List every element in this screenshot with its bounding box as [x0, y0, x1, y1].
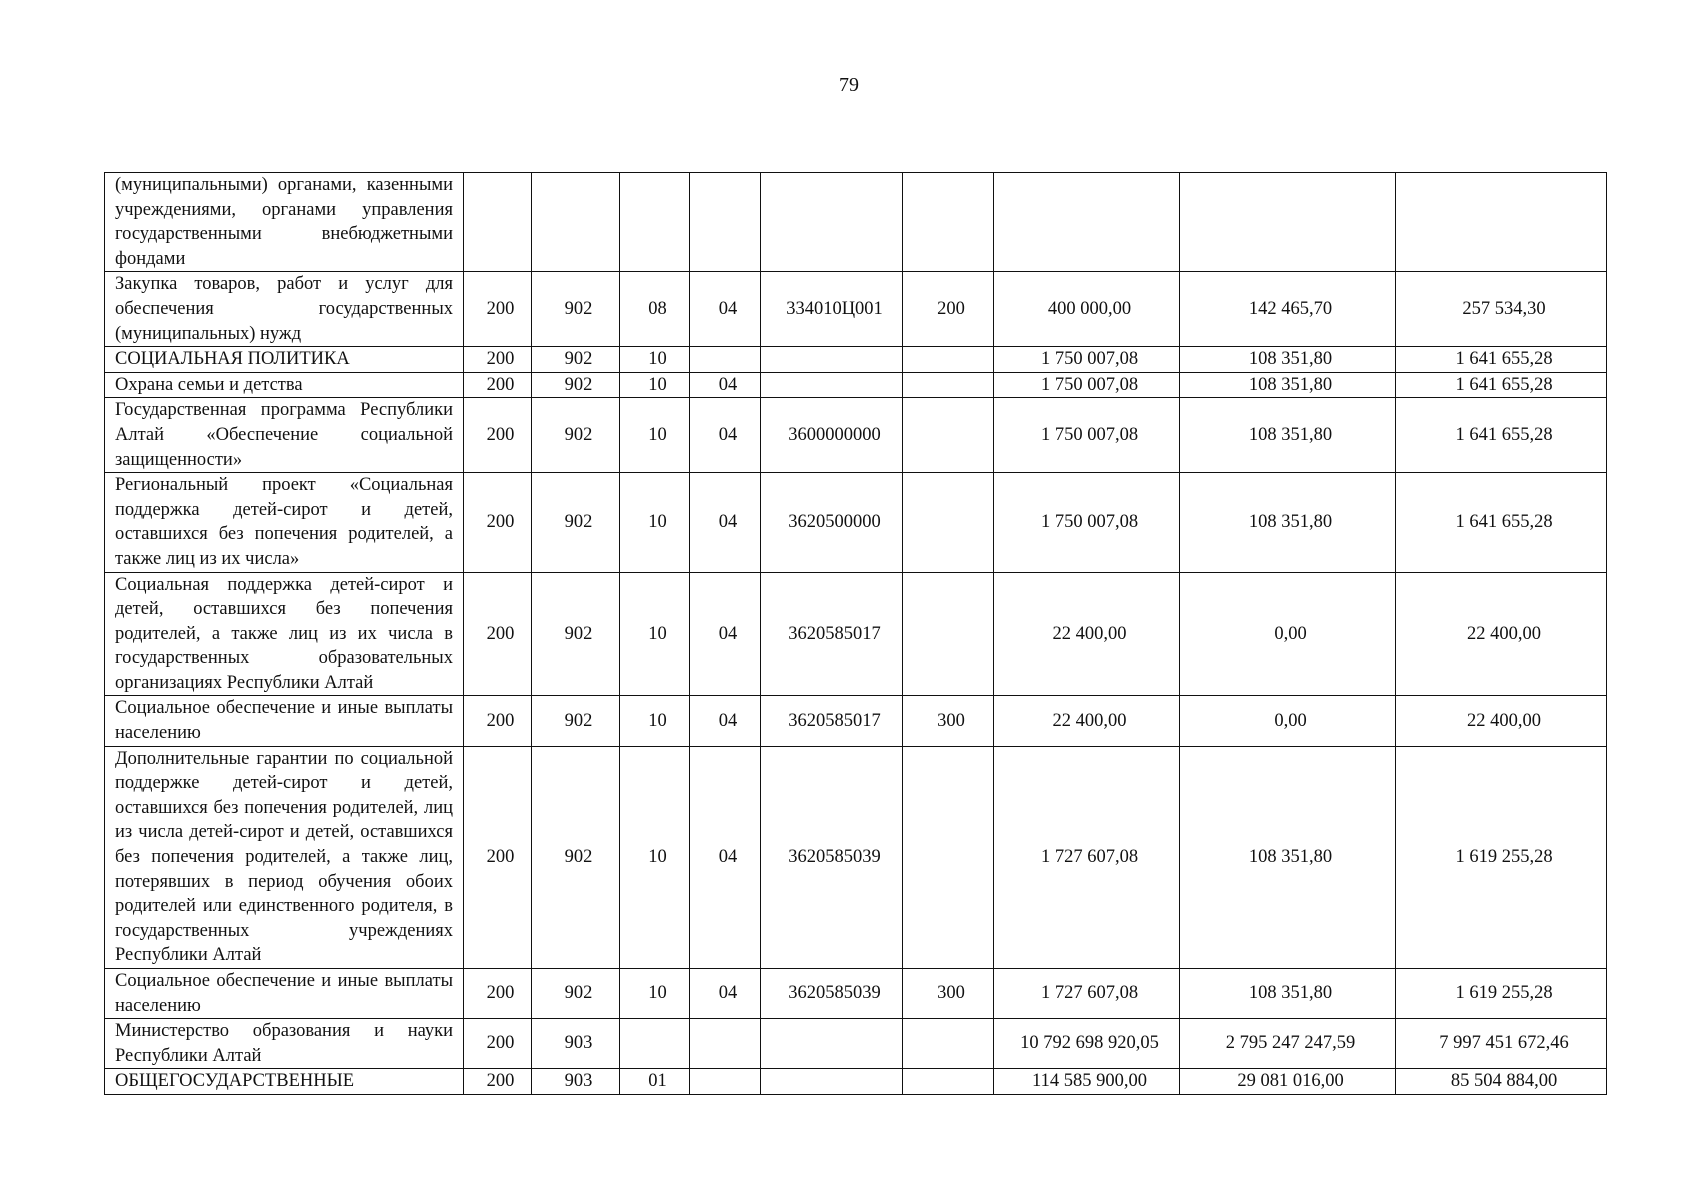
- cell-subsection: [690, 173, 761, 272]
- table-row: [105, 372, 1607, 398]
- cell-planned-amount: 22 400,00: [994, 696, 1180, 746]
- cell-expense-type: [903, 173, 994, 272]
- cell-subsection: [690, 1019, 761, 1069]
- cell-section: [620, 173, 690, 272]
- cell-expense-type: 300: [903, 969, 994, 1019]
- cell-expense-type: [903, 347, 994, 373]
- cell-subsection: 04: [690, 398, 761, 473]
- cell-admin-code: 200: [464, 473, 532, 572]
- cell-remaining-amount: 257 534,30: [1396, 272, 1607, 347]
- cell-name: ОБЩЕГОСУДАРСТВЕННЫЕ: [105, 1069, 464, 1095]
- cell-expense-type: 300: [903, 696, 994, 746]
- cell-remaining-amount: 1 641 655,28: [1396, 473, 1607, 572]
- cell-planned-amount: 1 727 607,08: [994, 746, 1180, 968]
- cell-department-code: 902: [532, 696, 620, 746]
- cell-executed-amount: 0,00: [1180, 696, 1396, 746]
- cell-executed-amount: 29 081 016,00: [1180, 1069, 1396, 1095]
- cell-expense-type: [903, 746, 994, 968]
- cell-admin-code: 200: [464, 272, 532, 347]
- cell-name: СОЦИАЛЬНАЯ ПОЛИТИКА: [105, 347, 464, 373]
- cell-planned-amount: 1 727 607,08: [994, 969, 1180, 1019]
- table-row: [105, 347, 1607, 373]
- cell-target-article: [761, 173, 903, 272]
- cell-department-code: 902: [532, 372, 620, 398]
- cell-section: 10: [620, 398, 690, 473]
- cell-section: 01: [620, 1069, 690, 1095]
- cell-remaining-amount: 85 504 884,00: [1396, 1069, 1607, 1095]
- cell-subsection: [690, 347, 761, 373]
- cell-admin-code: 200: [464, 1069, 532, 1095]
- table-row: [105, 173, 1607, 272]
- cell-admin-code: [464, 173, 532, 272]
- cell-planned-amount: 22 400,00: [994, 572, 1180, 696]
- cell-admin-code: 200: [464, 696, 532, 746]
- cell-section: 10: [620, 473, 690, 572]
- cell-executed-amount: 142 465,70: [1180, 272, 1396, 347]
- cell-admin-code: 200: [464, 572, 532, 696]
- cell-section: 10: [620, 969, 690, 1019]
- cell-section: 10: [620, 572, 690, 696]
- table-row: [105, 473, 1607, 572]
- cell-executed-amount: 108 351,80: [1180, 398, 1396, 473]
- cell-department-code: 902: [532, 473, 620, 572]
- cell-name: Государственная программа Республики Алтай «Обеспечение социальной защищенности»: [105, 398, 464, 473]
- cell-section: 10: [620, 372, 690, 398]
- cell-expense-type: [903, 398, 994, 473]
- cell-executed-amount: 108 351,80: [1180, 746, 1396, 968]
- cell-planned-amount: 1 750 007,08: [994, 372, 1180, 398]
- cell-executed-amount: 108 351,80: [1180, 372, 1396, 398]
- cell-expense-type: 200: [903, 272, 994, 347]
- cell-subsection: 04: [690, 572, 761, 696]
- cell-expense-type: [903, 1019, 994, 1069]
- cell-admin-code: 200: [464, 969, 532, 1019]
- cell-remaining-amount: 1 619 255,28: [1396, 746, 1607, 968]
- cell-section: 10: [620, 746, 690, 968]
- cell-admin-code: 200: [464, 398, 532, 473]
- cell-subsection: 04: [690, 372, 761, 398]
- cell-department-code: 902: [532, 272, 620, 347]
- cell-subsection: 04: [690, 746, 761, 968]
- table-row: [105, 272, 1607, 347]
- cell-target-article: 3620585039: [761, 969, 903, 1019]
- cell-section: 08: [620, 272, 690, 347]
- cell-department-code: 902: [532, 398, 620, 473]
- cell-remaining-amount: 1 619 255,28: [1396, 969, 1607, 1019]
- cell-name: Закупка товаров, работ и услуг для обеспечения государственных (муниципальных) нужд: [105, 272, 464, 347]
- table-row: [105, 572, 1607, 696]
- cell-remaining-amount: 7 997 451 672,46: [1396, 1019, 1607, 1069]
- cell-section: 10: [620, 347, 690, 373]
- cell-target-article: 3620585039: [761, 746, 903, 968]
- cell-planned-amount: 1 750 007,08: [994, 473, 1180, 572]
- cell-remaining-amount: 1 641 655,28: [1396, 398, 1607, 473]
- cell-executed-amount: 108 351,80: [1180, 473, 1396, 572]
- budget-table: [104, 172, 1607, 1095]
- cell-expense-type: [903, 1069, 994, 1095]
- cell-admin-code: 200: [464, 347, 532, 373]
- table-row: [105, 696, 1607, 746]
- cell-planned-amount: 114 585 900,00: [994, 1069, 1180, 1095]
- cell-name: Министерство образования и науки Республики Алтай: [105, 1019, 464, 1069]
- cell-department-code: [532, 173, 620, 272]
- cell-planned-amount: 1 750 007,08: [994, 398, 1180, 473]
- cell-name: Дополнительные гарантии по социальной поддержке детей-сирот и детей, оставшихся без попечения родителей, лиц из числа детей-сирот и детей, оставшихся без попечения родителей, а также лиц, потерявших в период обучения обоих родителей или единственного родителя, в государственных учреждениях Республики Алтай: [105, 746, 464, 968]
- cell-target-article: 3620585017: [761, 572, 903, 696]
- cell-admin-code: 200: [464, 1019, 532, 1069]
- cell-executed-amount: 108 351,80: [1180, 347, 1396, 373]
- cell-remaining-amount: 22 400,00: [1396, 572, 1607, 696]
- cell-subsection: 04: [690, 696, 761, 746]
- cell-subsection: 04: [690, 473, 761, 572]
- cell-admin-code: 200: [464, 746, 532, 968]
- cell-remaining-amount: [1396, 173, 1607, 272]
- table-row: [105, 746, 1607, 968]
- cell-subsection: [690, 1069, 761, 1095]
- cell-remaining-amount: 1 641 655,28: [1396, 347, 1607, 373]
- cell-target-article: 3620500000: [761, 473, 903, 572]
- cell-expense-type: [903, 572, 994, 696]
- cell-expense-type: [903, 372, 994, 398]
- cell-planned-amount: 10 792 698 920,05: [994, 1019, 1180, 1069]
- cell-executed-amount: 0,00: [1180, 572, 1396, 696]
- cell-target-article: 334010Ц001: [761, 272, 903, 347]
- cell-executed-amount: 2 795 247 247,59: [1180, 1019, 1396, 1069]
- cell-target-article: 3600000000: [761, 398, 903, 473]
- cell-subsection: 04: [690, 272, 761, 347]
- cell-subsection: 04: [690, 969, 761, 1019]
- page-number: 79: [839, 74, 859, 96]
- cell-planned-amount: 400 000,00: [994, 272, 1180, 347]
- cell-name: Социальное обеспечение и иные выплаты населению: [105, 969, 464, 1019]
- cell-target-article: 3620585017: [761, 696, 903, 746]
- cell-name: Социальная поддержка детей-сирот и детей, оставшихся без попечения родителей, а также лиц из их числа в государственных образовательных организациях Республики Алтай: [105, 572, 464, 696]
- cell-department-code: 903: [532, 1019, 620, 1069]
- cell-target-article: [761, 1019, 903, 1069]
- cell-planned-amount: [994, 173, 1180, 272]
- cell-remaining-amount: 22 400,00: [1396, 696, 1607, 746]
- cell-name: (муниципальными) органами, казенными учреждениями, органами управления государственными внебюджетными фондами: [105, 173, 464, 272]
- cell-remaining-amount: 1 641 655,28: [1396, 372, 1607, 398]
- table-row: [105, 1069, 1607, 1095]
- cell-target-article: [761, 1069, 903, 1095]
- cell-planned-amount: 1 750 007,08: [994, 347, 1180, 373]
- cell-name: Социальное обеспечение и иные выплаты населению: [105, 696, 464, 746]
- table-row: [105, 969, 1607, 1019]
- cell-executed-amount: [1180, 173, 1396, 272]
- cell-section: 10: [620, 696, 690, 746]
- cell-department-code: 902: [532, 969, 620, 1019]
- cell-target-article: [761, 347, 903, 373]
- cell-admin-code: 200: [464, 372, 532, 398]
- cell-target-article: [761, 372, 903, 398]
- cell-name: Охрана семьи и детства: [105, 372, 464, 398]
- cell-department-code: 902: [532, 572, 620, 696]
- cell-department-code: 902: [532, 746, 620, 968]
- table-row: [105, 398, 1607, 473]
- cell-section: [620, 1019, 690, 1069]
- cell-department-code: 903: [532, 1069, 620, 1095]
- cell-expense-type: [903, 473, 994, 572]
- table-row: [105, 1019, 1607, 1069]
- cell-name: Региональный проект «Социальная поддержка детей-сирот и детей, оставшихся без попечения родителей, а также лиц из их числа»: [105, 473, 464, 572]
- cell-department-code: 902: [532, 347, 620, 373]
- cell-executed-amount: 108 351,80: [1180, 969, 1396, 1019]
